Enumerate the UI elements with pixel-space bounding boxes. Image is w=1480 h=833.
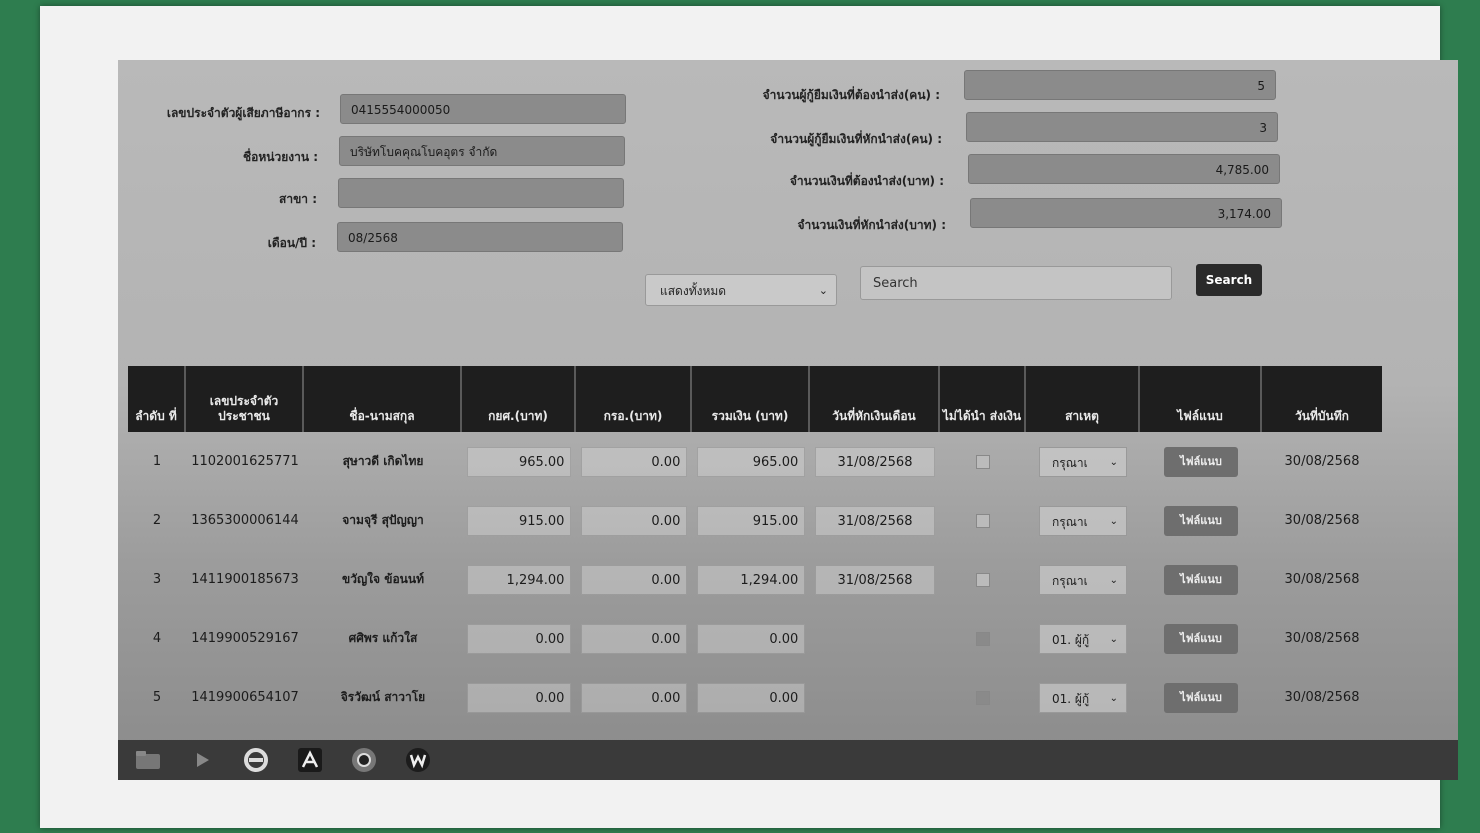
- deduct-date-empty: [810, 609, 940, 668]
- row-no: 2: [152, 513, 162, 528]
- printed-paper: [40, 6, 1440, 828]
- reason-value: 01. ผู้กู้: [1052, 691, 1090, 706]
- filter-select-value: แสดงทั้งหมด: [660, 284, 727, 298]
- not-remitted-checkbox[interactable]: [976, 455, 990, 469]
- chevron-down-icon: ⌄: [818, 284, 828, 297]
- deduct-date-empty: [810, 668, 940, 727]
- org-name-field[interactable]: บริษัทโบคคุณโบคอุตร จำกัด: [339, 136, 625, 166]
- col-not-remitted: ไม่ได้นำ ส่งเงิน: [940, 366, 1026, 432]
- month-field[interactable]: 08/2568: [337, 222, 623, 252]
- row-saved-date: 30/08/2568: [1284, 690, 1360, 705]
- reason-select[interactable]: [1039, 565, 1127, 595]
- table-row: [128, 550, 1382, 609]
- col-name: ชื่อ-นามสกุล: [304, 366, 462, 432]
- not-remitted-checkbox[interactable]: [976, 514, 990, 528]
- col-saved-date: วันที่บันทึก: [1295, 409, 1349, 423]
- total-field: 915.00: [697, 506, 806, 536]
- kys-input[interactable]: 915.00: [467, 506, 572, 536]
- row-no: 5: [152, 690, 162, 705]
- row-no: 3: [152, 572, 162, 587]
- borrowers-deducted-label: จำนวนผู้กู้ยืมเงินที่หักนำส่ง(คน) :: [770, 132, 942, 146]
- chrome-icon[interactable]: [348, 746, 380, 774]
- amount-deducted-field[interactable]: 3,174.00: [970, 198, 1282, 228]
- attachment-button[interactable]: ไฟล์แนบ: [1164, 506, 1238, 536]
- borrowers-due-label: จำนวนผู้กู้ยืมเงินที่ต้องนำส่ง(คน) :: [762, 88, 940, 102]
- reason-select[interactable]: [1039, 447, 1127, 477]
- row-name: จิรวัฒน์ สาวาโย: [340, 690, 426, 704]
- deduct-date-input[interactable]: 31/08/2568: [815, 565, 935, 595]
- col-kro: กรอ.(บาท): [576, 366, 692, 432]
- kys-input[interactable]: 1,294.00: [467, 565, 572, 595]
- table-row: [128, 668, 1382, 727]
- media-player-icon[interactable]: [186, 746, 218, 774]
- kys-input[interactable]: 0.00: [467, 683, 572, 713]
- row-citizen-id: 1102001625771: [191, 454, 299, 469]
- row-saved-date: 30/08/2568: [1284, 454, 1360, 469]
- kro-input[interactable]: 0.00: [581, 447, 688, 477]
- not-remitted-checkbox[interactable]: [976, 632, 990, 646]
- amount-due-field[interactable]: 4,785.00: [968, 154, 1280, 184]
- pdf-reader-icon[interactable]: [294, 746, 326, 774]
- amount-deducted-label: จำนวนเงินที่หักนำส่ง(บาท) :: [797, 218, 946, 232]
- borrowers-due-field[interactable]: 5: [964, 70, 1276, 100]
- reason-select[interactable]: [1039, 506, 1127, 536]
- kro-input[interactable]: 0.00: [581, 506, 688, 536]
- reason-value: กรุณาเ: [1052, 573, 1088, 588]
- row-citizen-id: 1411900185673: [191, 572, 299, 587]
- row-saved-date: 30/08/2568: [1284, 631, 1360, 646]
- org-name-label: ชื่อหน่วยงาน :: [242, 150, 318, 164]
- reason-value: 01. ผู้กู้: [1052, 632, 1090, 647]
- not-remitted-checkbox[interactable]: [976, 691, 990, 705]
- borrowers-deducted-field[interactable]: 3: [966, 112, 1278, 142]
- search-input[interactable]: Search: [860, 266, 1172, 300]
- total-field: 1,294.00: [697, 565, 806, 595]
- folder-icon[interactable]: [132, 746, 164, 774]
- attachment-button[interactable]: ไฟล์แนบ: [1164, 447, 1238, 477]
- total-field: 0.00: [697, 624, 806, 654]
- total-field: 0.00: [697, 683, 806, 713]
- branch-label: สาขา :: [279, 192, 317, 206]
- table-row: [128, 432, 1382, 491]
- month-label: เดือน/ปี :: [267, 236, 316, 250]
- chevron-down-icon: ⌄: [1109, 633, 1118, 645]
- table-header: [128, 366, 1382, 432]
- reason-value: กรุณาเ: [1052, 514, 1088, 529]
- attachment-button[interactable]: ไฟล์แนบ: [1164, 565, 1238, 595]
- screen-capture: [118, 60, 1458, 780]
- attachment-button[interactable]: ไฟล์แนบ: [1164, 683, 1238, 713]
- attachment-button[interactable]: ไฟล์แนบ: [1164, 624, 1238, 654]
- row-name: ขวัญใจ ข้อนนท์: [342, 572, 424, 586]
- row-name: จามจุรี สุปัญญา: [342, 513, 424, 527]
- table-row: [128, 609, 1382, 668]
- wps-office-icon[interactable]: [402, 746, 434, 774]
- branch-field[interactable]: [338, 178, 624, 208]
- taskbar: [118, 740, 1458, 780]
- col-attachment: ไฟล์แนบ: [1140, 366, 1262, 432]
- kro-input[interactable]: 0.00: [581, 683, 688, 713]
- deduct-date-input[interactable]: 31/08/2568: [815, 447, 935, 477]
- row-citizen-id: 1419900654107: [191, 690, 299, 705]
- not-remitted-checkbox[interactable]: [976, 573, 990, 587]
- row-citizen-id: 1419900529167: [191, 631, 299, 646]
- row-name: ศศิพร แก้วใส: [348, 631, 418, 645]
- col-deduct-date: วันที่หักเงินเดือน: [810, 366, 940, 432]
- reason-value: กรุณาเ: [1052, 455, 1088, 470]
- kys-input[interactable]: 965.00: [467, 447, 572, 477]
- col-no: ลำดับ ที่: [128, 366, 186, 432]
- col-citizen-id: เลขประจำตัว ประชาชน: [186, 366, 304, 432]
- table-row: [128, 491, 1382, 550]
- row-no: 1: [152, 454, 162, 469]
- tax-id-field[interactable]: 0415554000050: [340, 94, 626, 124]
- filter-select[interactable]: [645, 274, 837, 306]
- kro-input[interactable]: 0.00: [581, 624, 688, 654]
- row-saved-date: 30/08/2568: [1284, 572, 1360, 587]
- row-name: สุษาวดี เกิดไทย: [342, 454, 424, 468]
- amount-due-label: จำนวนเงินที่ต้องนำส่ง(บาท) :: [789, 174, 944, 188]
- reason-select[interactable]: [1039, 624, 1127, 654]
- kys-input[interactable]: 0.00: [467, 624, 572, 654]
- row-citizen-id: 1365300006144: [191, 513, 299, 528]
- search-button[interactable]: Search: [1196, 264, 1262, 296]
- deduct-date-input[interactable]: 31/08/2568: [815, 506, 935, 536]
- col-kys: กยศ.(บาท): [462, 366, 576, 432]
- row-saved-date: 30/08/2568: [1284, 513, 1360, 528]
- row-no: 4: [152, 631, 162, 646]
- chevron-down-icon: ⌄: [1109, 456, 1118, 468]
- chevron-down-icon: ⌄: [1109, 515, 1118, 527]
- total-field: 965.00: [697, 447, 806, 477]
- chevron-down-icon: ⌄: [1109, 692, 1118, 704]
- tax-id-label: เลขประจำตัวผู้เสียภาษีอากร :: [166, 106, 320, 120]
- kro-input[interactable]: 0.00: [581, 565, 688, 595]
- table-body: [128, 432, 1382, 727]
- internet-explorer-icon[interactable]: [240, 746, 272, 774]
- chevron-down-icon: ⌄: [1109, 574, 1118, 586]
- col-total: รวมเงิน (บาท): [692, 366, 810, 432]
- col-reason: สาเหตุ: [1026, 366, 1140, 432]
- reason-select[interactable]: [1039, 683, 1127, 713]
